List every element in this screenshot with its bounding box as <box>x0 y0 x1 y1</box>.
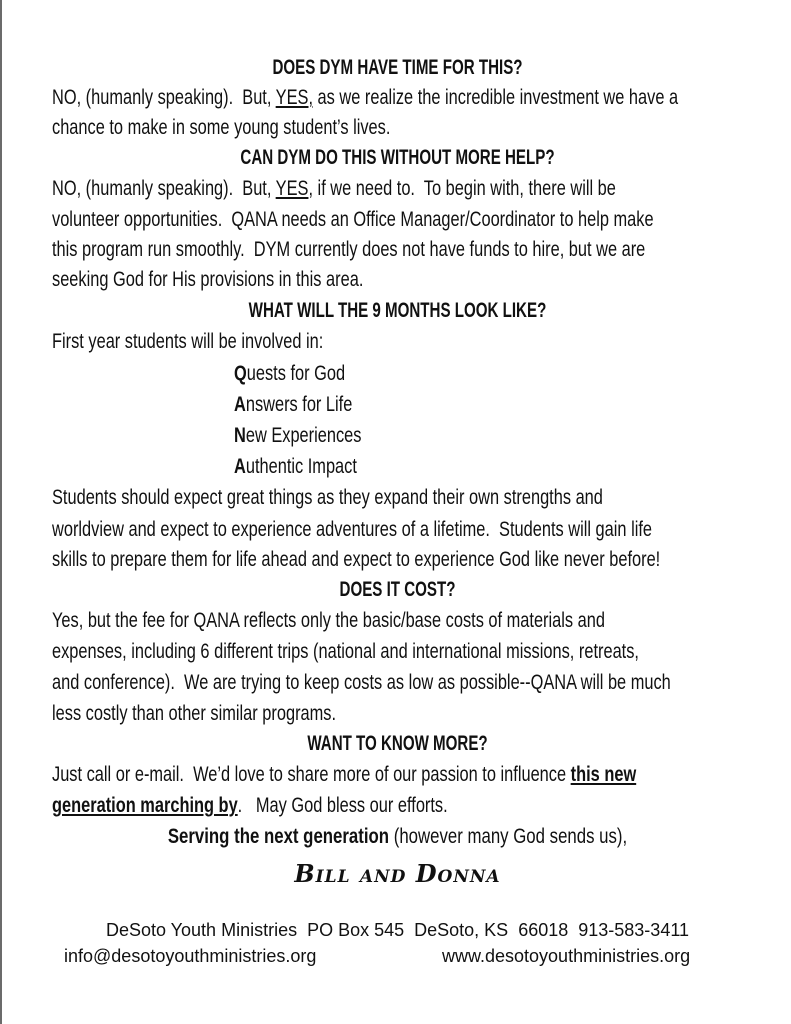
acronym-initial: N <box>234 424 246 447</box>
closing-emphasis: Serving the next generation <box>167 825 390 848</box>
line-text: . May God bless our efforts. <box>237 794 448 817</box>
footer-website: www.desotoyouthministries.org <box>442 946 691 966</box>
section-heading: DOES IT COST? <box>339 578 456 601</box>
acronym-item <box>234 392 352 418</box>
paragraph-line: this program run smoothly. DYM currently does not have funds to hire, but we are <box>52 238 646 261</box>
section-heading: DOES DYM HAVE TIME FOR THIS? <box>272 56 523 79</box>
acronym-item <box>234 361 345 387</box>
line-text: NO, (humanly speaking). But, <box>52 86 276 109</box>
paragraph-line: expenses, including 6 different trips (national and international missions, retreats, <box>52 640 639 663</box>
section-heading: WHAT WILL THE 9 MONTHS LOOK LIKE? <box>248 299 547 322</box>
section-heading: CAN DYM DO THIS WITHOUT MORE HELP? <box>240 146 555 169</box>
paragraph-line: volunteer opportunities. QANA needs an Office Manager/Coordinator to help make <box>52 208 654 231</box>
line-text: , if we need to. To begin with, there will be <box>308 177 616 200</box>
paragraph-line: worldview and expect to experience adventures of a lifetime. Students will gain life <box>52 518 653 541</box>
paragraph-line <box>52 793 448 819</box>
line-text: Just call or e-mail. We’d love to share more of our passion to influence <box>52 763 571 786</box>
acronym-item <box>234 423 361 449</box>
acronym-text: uthentic Impact <box>245 455 357 478</box>
section-heading: WANT TO KNOW MORE? <box>307 732 488 755</box>
paragraph-line <box>52 762 636 788</box>
acronym-text: ew Experiences <box>245 424 362 447</box>
line-text: as we realize the incredible investment we have a <box>312 86 679 109</box>
acronym-initial: A <box>234 393 246 416</box>
closing-line <box>81 824 714 850</box>
paragraph-line <box>52 176 616 202</box>
paragraph-line: and conference). We are trying to keep costs as low as possible--QANA will be much <box>52 671 671 694</box>
line-text: NO, (humanly speaking). But, <box>52 177 276 200</box>
acronym-initial: A <box>234 455 246 478</box>
acronym-text: nswers for Life <box>245 393 353 416</box>
paragraph-line: Students should expect great things as they expand their own strengths and <box>52 486 603 509</box>
paragraph-line: seeking God for His provisions in this area. <box>52 268 364 291</box>
acronym-initial: Q <box>234 362 247 385</box>
paragraph-line: skills to prepare them for life ahead and expect to experience God like never before! <box>52 548 661 571</box>
footer-address: DeSoto Youth Ministries PO Box 545 DeSoto, KS 66018 913-583-3411 <box>105 920 690 940</box>
closing-text: (however many God sends us), <box>389 825 628 848</box>
signature: Bill and Donna <box>294 859 501 888</box>
emphasis-text: this new <box>570 763 637 786</box>
acronym-item <box>234 454 357 480</box>
paragraph-line: less costly than other similar programs. <box>52 702 337 725</box>
underlined-yes: YES, <box>275 86 313 109</box>
paragraph-line: First year students will be involved in: <box>52 330 324 353</box>
paragraph-line <box>52 85 678 111</box>
underlined-yes: YES <box>275 177 309 200</box>
acronym-text: uests for God <box>246 362 346 385</box>
paragraph-line: chance to make in some young student’s lives. <box>52 116 391 139</box>
emphasis-text: generation marching by <box>52 794 238 817</box>
footer-email: info@desotoyouthministries.org <box>64 946 317 966</box>
paragraph-line: Yes, but the fee for QANA reflects only the basic/base costs of materials and <box>52 609 605 632</box>
